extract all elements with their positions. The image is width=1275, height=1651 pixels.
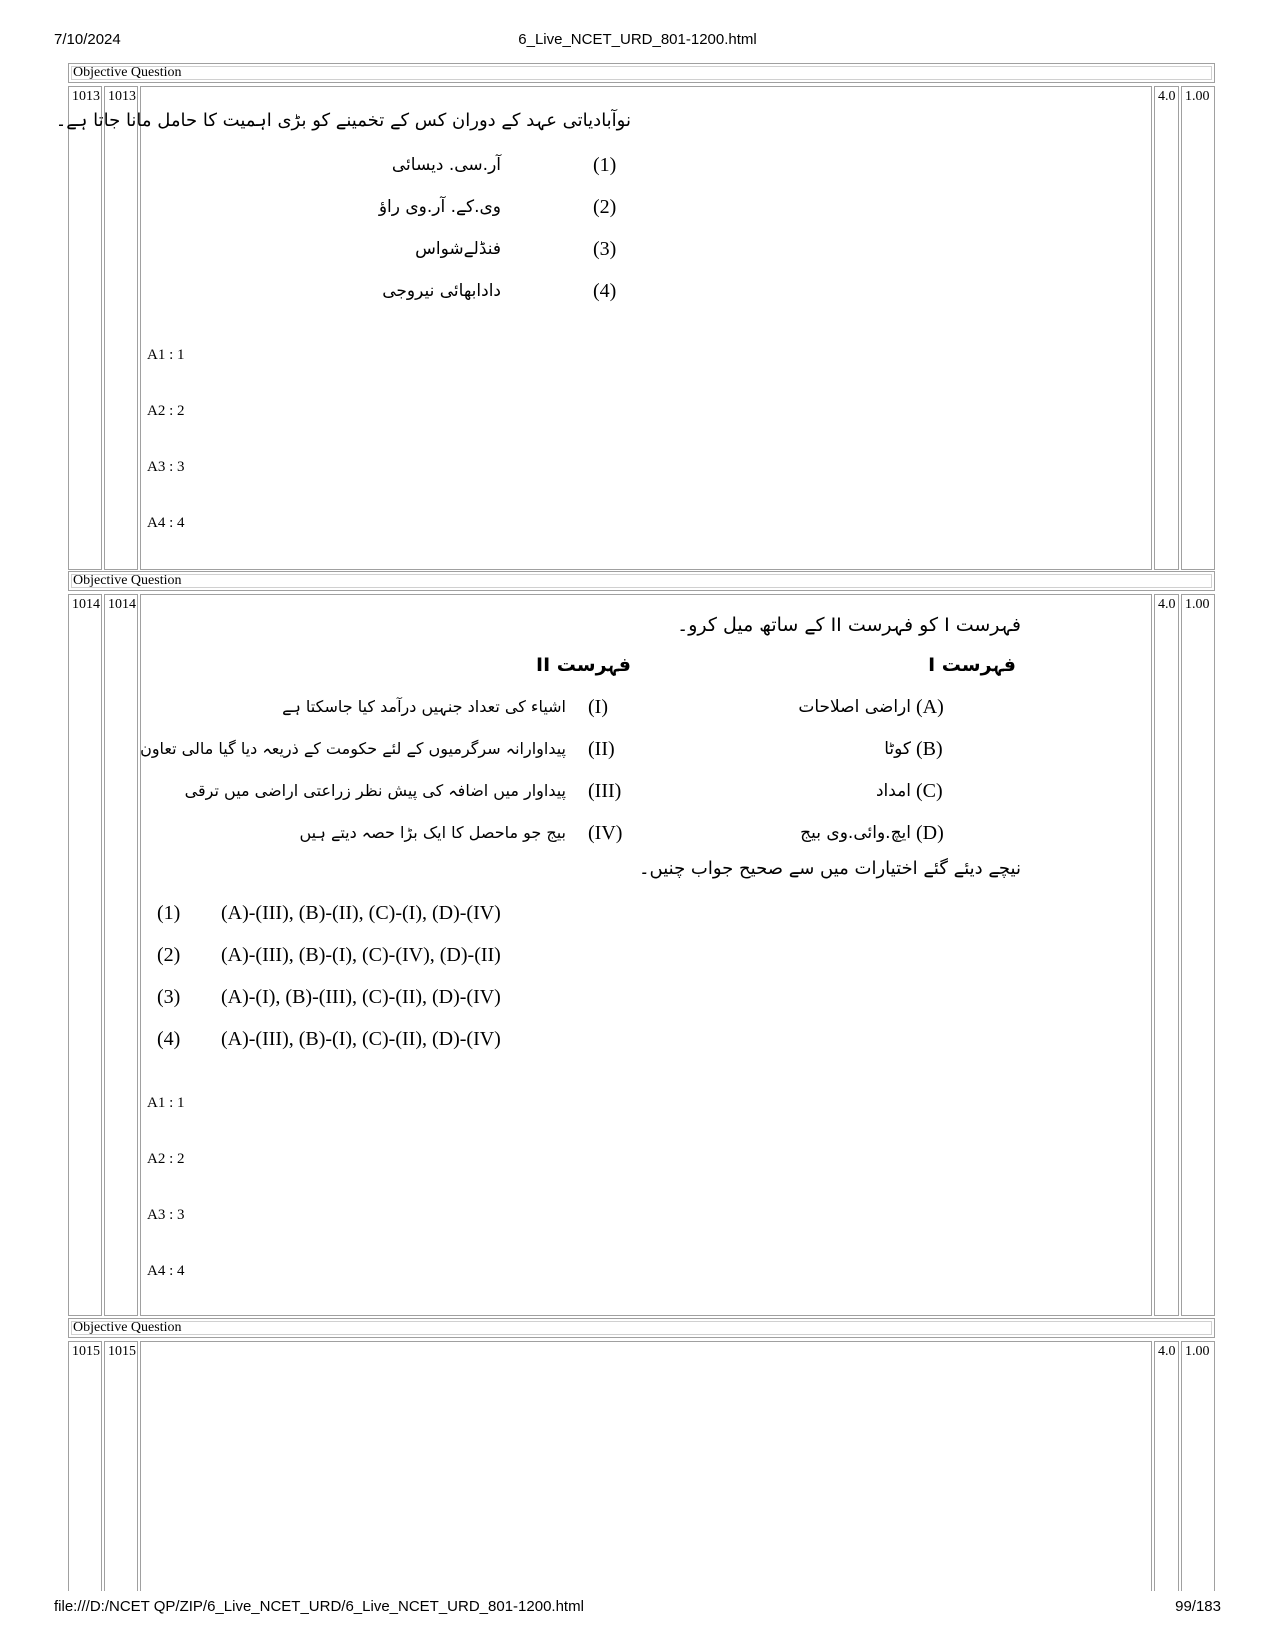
- list1-key: (C): [916, 780, 943, 802]
- option-number: (3): [157, 986, 181, 1008]
- option-text: (A)-(III), (B)-(I), (C)-(IV), (D)-(II): [221, 944, 501, 966]
- list2-text: پیداوارانہ سرگرمیوں کے لئے حکومت کے ذریعہ دیا گیا مالی تعاون: [140, 739, 566, 758]
- list1-text: ایچ.وائی.وی بیج: [800, 823, 911, 843]
- answer-item: A3 : 3: [147, 459, 185, 475]
- answer-item: A2 : 2: [147, 1151, 185, 1167]
- section-label: Objective Question: [68, 571, 1215, 591]
- question-row-1013: [55, 86, 1215, 570]
- list2-text: بیج جو ماحصل کا ایک بڑا حصہ دیتے ہیں: [299, 823, 566, 842]
- question-row-1014: [68, 594, 1215, 1316]
- option-text: فنڈلےشواس: [415, 239, 501, 259]
- list2-title: فہرست II: [536, 654, 631, 676]
- answer-item: A3 : 3: [147, 1207, 185, 1223]
- print-page-number: 99/183: [1175, 1598, 1221, 1615]
- negative-marks-cell: 1.00: [1181, 86, 1215, 570]
- list2-text: پیداوار میں اضافہ کی پیش نظر زراعتی اراضی میں ترقی: [184, 781, 566, 800]
- instruction-text: نیچے دیئے گئے اختیارات میں سے صحیح جواب چنیں۔: [638, 858, 1021, 879]
- list1-key: (D): [916, 822, 944, 844]
- question-id: 1014: [68, 594, 102, 1316]
- negative-marks-cell: 1.00: [1181, 1341, 1215, 1591]
- print-title: 6_Live_NCET_URD_801-1200.html: [518, 31, 757, 48]
- question-id: 1015: [68, 1341, 102, 1591]
- option-number: (1): [593, 154, 617, 176]
- question-stem: نوآبادیاتی عہد کے دوران کس کے تخمینے کو بڑی اہمیت کا حامل مانا جاتا ہے۔: [55, 110, 631, 131]
- print-footer: [0, 1598, 1275, 1618]
- question-id-secondary: 1015: [104, 1341, 138, 1591]
- section-label: Objective Question: [68, 1318, 1215, 1338]
- option-number: (2): [593, 196, 617, 218]
- print-file-path: file:///D:/NCET QP/ZIP/6_Live_NCET_URD/6_Live_NCET_URD_801-1200.html: [54, 1598, 584, 1615]
- list2-key: (III): [588, 780, 622, 802]
- question-body: [140, 594, 1152, 1316]
- list1-text: اراضی اصلاحات: [798, 697, 911, 717]
- answer-item: A4 : 4: [147, 1263, 185, 1279]
- option-text: دادابھائی نیروجی: [382, 281, 501, 301]
- list1-text: کوٹا: [884, 739, 911, 759]
- question-id-secondary: 1013: [104, 86, 138, 570]
- answer-item: A2 : 2: [147, 403, 185, 419]
- list2-text: اشیاء کی تعداد جنہیں درآمد کیا جاسکتا ہے: [282, 697, 566, 716]
- option-text: (A)-(III), (B)-(II), (C)-(I), (D)-(IV): [221, 902, 501, 924]
- answer-item: A4 : 4: [147, 515, 185, 531]
- question-row-1015: [68, 1341, 1215, 1591]
- option-number: (1): [157, 902, 181, 924]
- question-id-secondary: 1014: [104, 594, 138, 1316]
- question-id: 1013: [68, 86, 102, 570]
- section-label: Objective Question: [68, 63, 1215, 83]
- marks-cell: 4.0: [1154, 1341, 1179, 1591]
- list2-key: (II): [588, 738, 615, 760]
- option-text: وی.کے. آر.وی راؤ: [378, 197, 501, 217]
- list2-key: (I): [588, 696, 608, 718]
- marks-cell: 4.0: [1154, 86, 1179, 570]
- option-number: (3): [593, 238, 617, 260]
- list1-key: (A): [916, 696, 944, 718]
- print-date: 7/10/2024: [54, 31, 121, 48]
- option-number: (2): [157, 944, 181, 966]
- option-text: (A)-(I), (B)-(III), (C)-(II), (D)-(IV): [221, 986, 501, 1008]
- question-body: [140, 1341, 1152, 1591]
- list1-key: (B): [916, 738, 943, 760]
- answer-list: [147, 347, 185, 571]
- option-number: (4): [593, 280, 617, 302]
- print-header: [0, 31, 1275, 51]
- option-text: (A)-(III), (B)-(I), (C)-(II), (D)-(IV): [221, 1028, 501, 1050]
- answer-list: [147, 1095, 185, 1319]
- answer-item: A1 : 1: [147, 1095, 185, 1111]
- answer-item: A1 : 1: [147, 347, 185, 363]
- option-number: (4): [157, 1028, 181, 1050]
- list1-text: امداد: [875, 781, 911, 801]
- list1-title: فہرست I: [928, 654, 1016, 676]
- marks-cell: 4.0: [1154, 594, 1179, 1316]
- list2-key: (IV): [588, 822, 623, 844]
- negative-marks-cell: 1.00: [1181, 594, 1215, 1316]
- question-stem: فہرست I کو فہرست II کے ساتھ میل کرو۔: [677, 614, 1021, 636]
- option-text: آر.سی. دیسائی: [391, 155, 501, 175]
